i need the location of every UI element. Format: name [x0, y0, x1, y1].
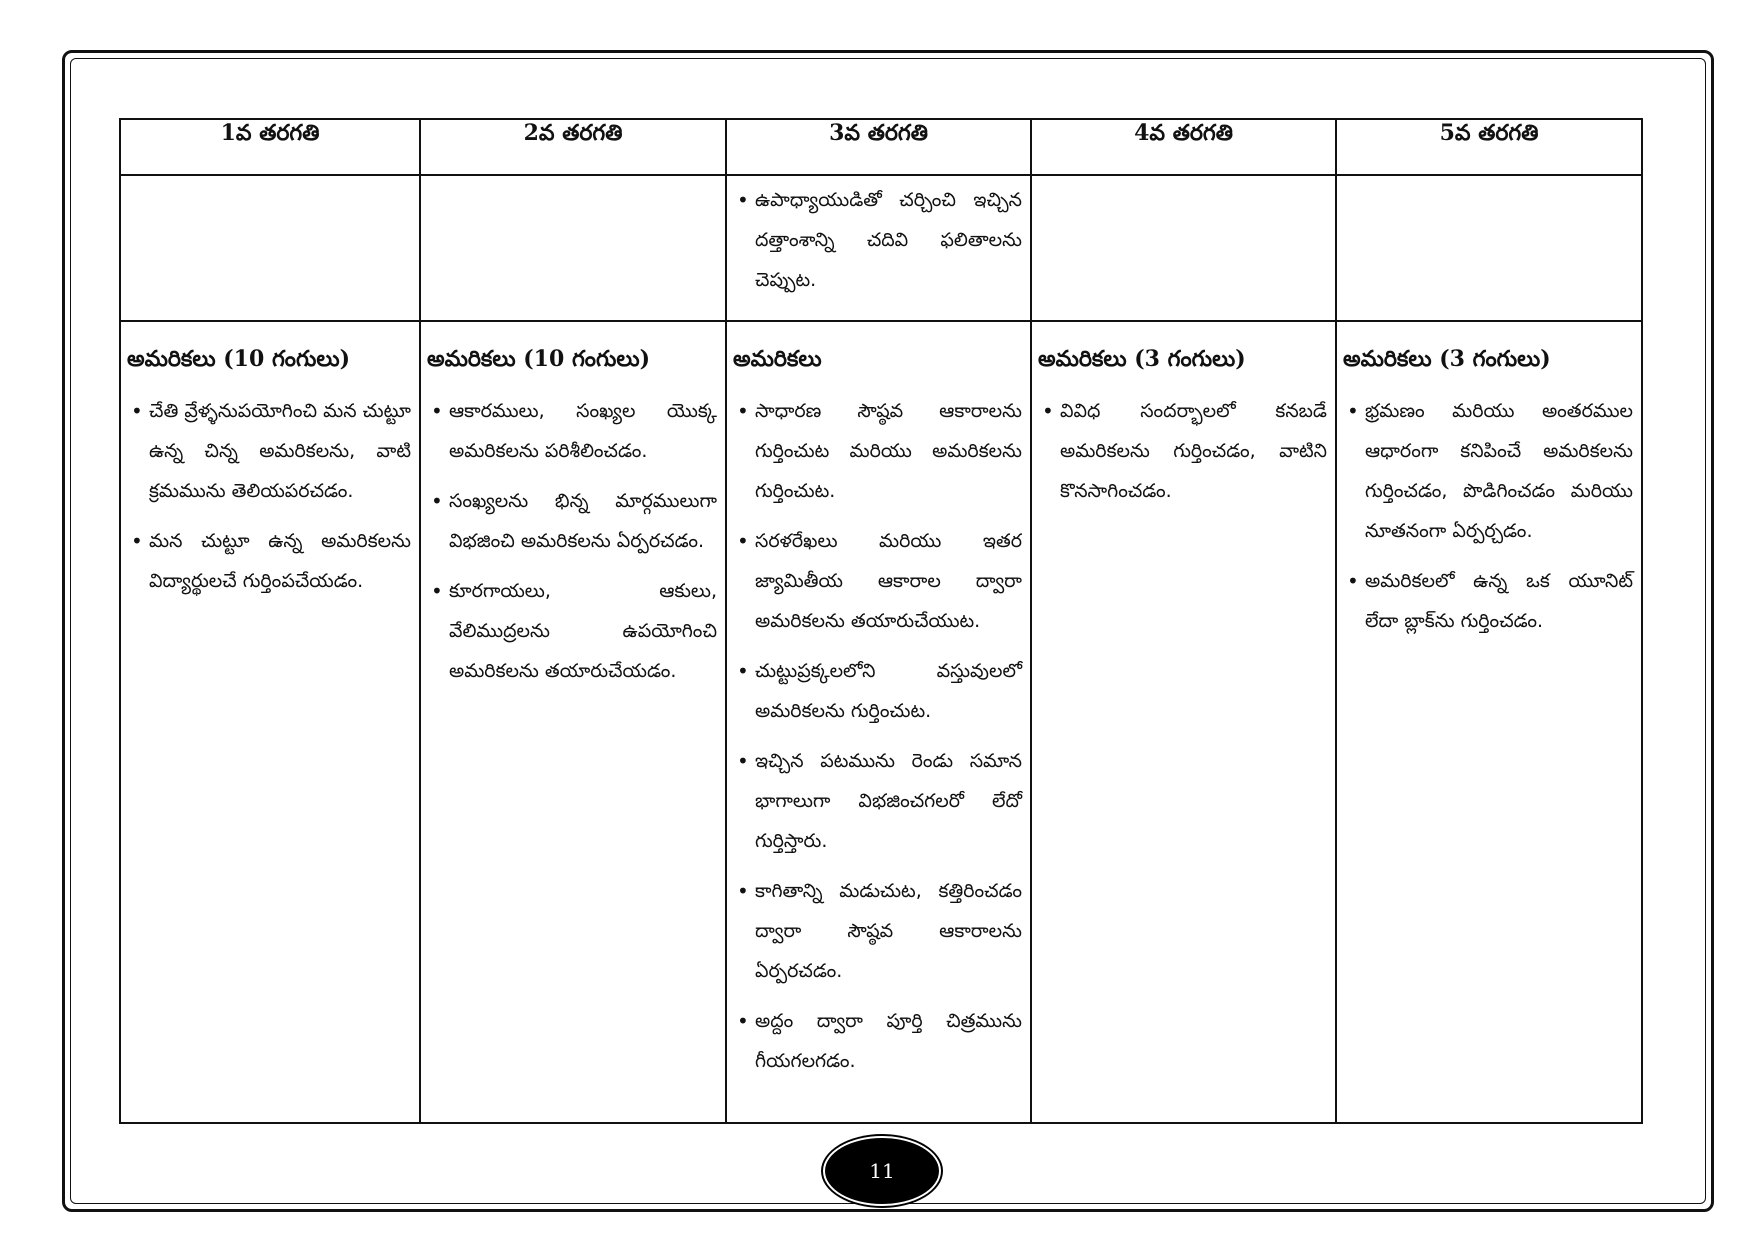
section-heading: అమరికలు (10 గంగులు): [427, 346, 650, 372]
column-header-class-4: 4వ తరగతి: [1031, 119, 1336, 175]
list-item: • చుట్టుప్రక్కలలోని వస్తువులలో అమరికలను గుర్తించుట.: [733, 651, 1022, 731]
table-cell: [726, 175, 1031, 321]
list-item: • కూరగాయలు, ఆకులు, వేలిముద్రలను ఉపయోగించి అమరికలను తయారుచేయడం.: [427, 571, 717, 691]
column-header-class-3: 3వ తరగతి: [726, 119, 1031, 175]
list-item: • కాగితాన్ని మడుచుట, కత్తిరించడం ద్వారా సౌష్ఠవ ఆకారాలను ఏర్పరచడం.: [733, 871, 1022, 991]
list-item: • వివిధ సందర్భాలలో కనబడే అమరికలను గుర్తించడం, వాటిని కొనసాగించడం.: [1038, 391, 1327, 511]
table-cell: [420, 321, 726, 1123]
list-item: • అద్దం ద్వారా పూర్తి చిత్రమును గీయగలగడం.: [733, 1001, 1022, 1081]
section-heading: అమరికలు (3 గంగులు): [1038, 346, 1246, 372]
table-cell: [1336, 321, 1642, 1123]
curriculum-table: [119, 118, 1643, 1124]
list-item: • ఇచ్చిన పటమును రెండు సమాన భాగాలుగా విభజించగలరో లేదో గుర్తిస్తారు.: [733, 741, 1022, 861]
table-cell: [726, 321, 1031, 1123]
table-cell: [1031, 321, 1336, 1123]
list-item: • మన చుట్టూ ఉన్న అమరికలను విద్యార్థులచే గుర్తింపచేయడం.: [127, 521, 411, 601]
table-cell-empty: [420, 175, 726, 321]
column-header-class-1: 1వ తరగతి: [120, 119, 420, 175]
list-item: • ఆకారములు, సంఖ్యల యొక్క అమరికలను పరిశీలించడం.: [427, 391, 717, 471]
section-heading: అమరికలు (10 గంగులు): [127, 346, 350, 372]
table-cell-empty: [1031, 175, 1336, 321]
column-header-class-5: 5వ తరగతి: [1336, 119, 1642, 175]
list-item: • చేతి వ్రేళ్ళనుపయోగించి మన చుట్టూ ఉన్న చిన్న అమరికలను, వాటి క్రమమును తెలియపరచడం.: [127, 391, 411, 511]
section-heading: అమరికలు (3 గంగులు): [1343, 346, 1551, 372]
bullet-list: [427, 391, 717, 691]
table-row: [120, 175, 1642, 321]
bullet-list: [1038, 391, 1327, 511]
list-item: • సాధారణ సౌష్ఠవ ఆకారాలను గుర్తించుట మరియు అమరికలను గుర్తించుట.: [733, 391, 1022, 511]
page-number-badge: [825, 1138, 939, 1204]
bullet-list: [1343, 391, 1633, 641]
bullet-list: [733, 180, 1022, 300]
bullet-list: [127, 391, 411, 601]
list-item: • సంఖ్యలను భిన్న మార్గములుగా విభజించి అమరికలను ఏర్పరచడం.: [427, 481, 717, 561]
header-row: [120, 119, 1642, 175]
list-item: • అమరికలలో ఉన్న ఒక యూనిట్ లేదా బ్లాక్‌ను గుర్తించడం.: [1343, 561, 1633, 641]
page-number: 11: [869, 1159, 895, 1183]
list-item: • ఉపాధ్యాయుడితో చర్చించి ఇచ్చిన దత్తాంశాన్ని చదివి ఫలితాలను చెప్పుట.: [733, 180, 1022, 300]
list-item: • సరళరేఖలు మరియు ఇతర జ్యామితీయ ఆకారాల ద్వారా అమరికలను తయారుచేయుట.: [733, 521, 1022, 641]
list-item: • భ్రమణం మరియు అంతరముల ఆధారంగా కనిపించే అమరికలను గుర్తించడం, పొడిగించడం మరియు నూతనంగా ఏర్పర్చడం.: [1343, 391, 1633, 551]
table-cell-empty: [120, 175, 420, 321]
bullet-list: [733, 391, 1022, 1081]
table-row: [120, 321, 1642, 1123]
table-cell: [120, 321, 420, 1123]
section-heading: అమరికలు: [733, 346, 822, 372]
table-cell-empty: [1336, 175, 1642, 321]
column-header-class-2: 2వ తరగతి: [420, 119, 726, 175]
